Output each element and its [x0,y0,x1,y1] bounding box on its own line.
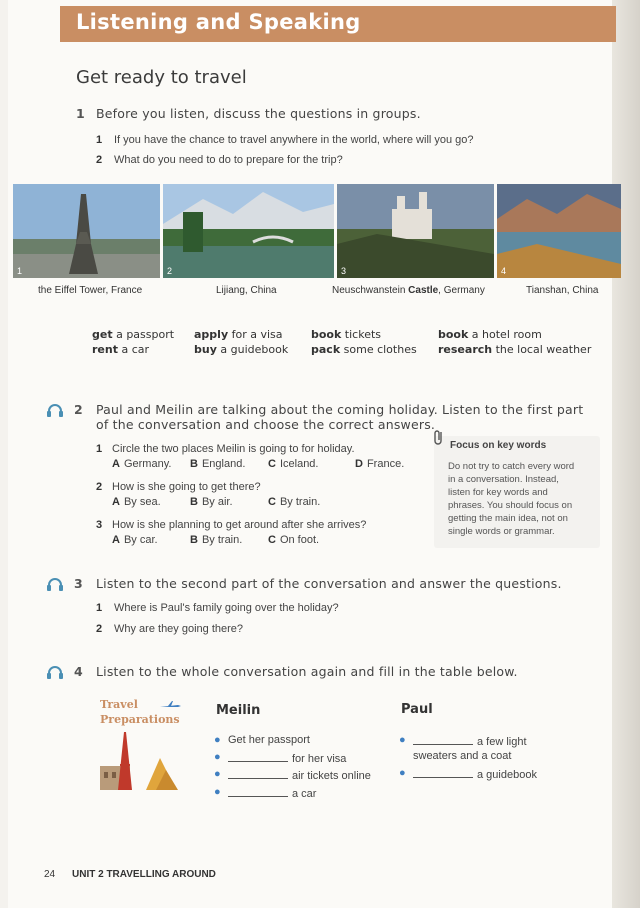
phrase-4-rest: a guidebook [216,343,289,356]
question-3-number: 3 [74,576,83,591]
neuschwanstein-castle-image [337,184,494,278]
option-text: By sea. [123,496,161,508]
caption-lijiang: Lijiang, China [216,285,277,296]
q2-3-option-b[interactable] [190,534,242,546]
question-3-text: Listen to the second part of the conversation and answer the questions. [96,576,562,591]
phrase-apply-visa [194,328,283,341]
focus-line-5: getting the main idea, not on [448,513,568,524]
tianshan-image [497,184,621,278]
phrase-8-rest: the local weather [492,343,592,356]
q3-item-2-text: Why are they going there? [114,623,244,635]
paul-column-heading: Paul [401,702,433,717]
phrase-2-rest: a car [117,343,150,356]
question-2-number: 2 [74,402,83,417]
caption-3-bold: Castle [408,285,439,296]
bullet-icon: ● [214,751,221,763]
q2-2-option-c[interactable] [268,496,320,508]
option-letter: C [268,534,276,546]
photo-4-number: 4 [501,266,507,276]
headphones-icon [46,664,64,680]
page-number: 24 [44,869,56,880]
phrase-rent-car [92,343,149,356]
phrase-6-rest: some clothes [340,343,417,356]
question-4-text: Listen to the whole conversation again and fill in the table below. [96,664,518,679]
focus-title: Focus on key words [450,440,547,451]
photo-lijiang [163,184,334,278]
phrase-3-rest: for a visa [228,328,283,341]
q2-item-1-number: 1 [96,443,103,455]
option-letter: B [190,458,198,470]
q2-item-3-number: 3 [96,519,103,531]
bullet-icon: ● [399,767,406,779]
option-text: Iceland. [279,458,319,470]
travel-label: Travel [100,698,138,711]
phrase-5-bold: book [311,328,342,341]
section-header-title: Listening and Speaking [76,10,361,34]
phrase-get-passport [92,328,174,341]
option-letter: D [355,458,363,470]
meilin-item-3-text: air tickets online [292,770,371,782]
phrase-4-bold: buy [194,343,217,356]
subsection-title: Get ready to travel [76,67,247,88]
paul-item-1-cont: sweaters and a coat [413,750,512,762]
focus-line-4: phrases. You should focus on [448,500,573,511]
q2-1-option-a[interactable] [112,458,171,470]
focus-line-3: listen for key words and [448,487,548,498]
headphones-icon [46,402,64,418]
option-text: By train. [201,534,243,546]
q2-3-option-a[interactable] [112,534,158,546]
photo-tianshan [497,184,621,278]
caption-eiffel-tower: the Eiffel Tower, France [38,285,143,296]
phrase-book-hotel [438,328,542,341]
option-text: By car. [123,534,158,546]
q1-item-1-text: If you have the chance to travel anywhere in the world, where will you go? [114,134,474,146]
photo-2-number: 2 [167,266,173,276]
answer-blank[interactable] [413,767,473,778]
paul-item-2-text: a guidebook [477,769,537,781]
option-letter: A [112,534,120,546]
question-1-number: 1 [76,106,85,121]
phrase-7-bold: book [438,328,469,341]
phrase-5-rest: tickets [341,328,382,341]
q2-2-option-b[interactable] [190,496,233,508]
paperclip-icon [432,428,446,446]
question-2-line-2: of the conversation and choose the correct answers. [96,417,436,432]
option-letter: A [112,458,120,470]
travel-landmarks-icon [98,728,182,792]
q1-item-1-number: 1 [96,134,103,146]
bullet-icon: ● [214,786,221,798]
caption-tianshan: Tianshan, China [526,285,599,296]
meilin-item-4-text: a car [292,788,317,800]
paul-item-2 [413,767,537,781]
option-text: France. [366,458,405,470]
option-letter: C [268,496,276,508]
photo-eiffel-tower [13,184,160,278]
bullet-icon: ● [214,734,221,746]
q2-item-1-text: Circle the two places Meilin is going to for holiday. [112,443,355,455]
q2-1-option-d[interactable] [355,458,404,470]
lijiang-image [163,184,334,278]
phrase-book-tickets [311,328,381,341]
q3-item-1-number: 1 [96,602,103,614]
meilin-column-heading: Meilin [216,703,261,718]
answer-blank[interactable] [228,751,288,762]
caption-3-post: , Germany [438,285,485,296]
question-1-text: Before you listen, discuss the questions in groups. [96,106,421,121]
photo-1-number: 1 [17,266,23,276]
photo-neuschwanstein [337,184,494,278]
q2-1-option-c[interactable] [268,458,318,470]
caption-neuschwanstein [332,285,485,296]
option-letter: A [112,496,120,508]
phrase-research-weather [438,343,591,356]
meilin-item-3 [228,768,371,782]
caption-3-pre: Neuschwanstein [332,285,409,296]
q1-item-2-number: 2 [96,154,103,166]
page-spine-shadow [612,0,640,908]
option-text: On foot. [279,534,320,546]
meilin-item-1: Get her passport [228,734,310,746]
q2-item-2-number: 2 [96,481,103,493]
meilin-item-2 [228,751,346,765]
phrase-8-bold: research [438,343,493,356]
paul-item-1 [413,734,527,748]
bullet-icon: ● [214,768,221,780]
answer-blank[interactable] [228,768,288,779]
focus-line-1: Do not try to catch every word [448,461,575,472]
phrase-1-rest: a passport [112,328,175,341]
option-text: England. [201,458,246,470]
q2-item-3-text: How is she planning to get around after she arrives? [112,519,367,531]
q3-item-1-text: Where is Paul's family going over the holiday? [114,602,339,614]
question-4-number: 4 [74,664,83,679]
q2-2-option-a[interactable] [112,496,161,508]
phrase-7-rest: a hotel room [468,328,542,341]
unit-title: UNIT 2 TRAVELLING AROUND [72,869,216,880]
phrase-3-bold: apply [194,328,229,341]
phrase-2-bold: rent [92,343,118,356]
phrase-1-bold: get [92,328,113,341]
option-letter: B [190,496,198,508]
answer-blank[interactable] [228,786,288,797]
answer-blank[interactable] [413,734,473,745]
meilin-item-4 [228,786,316,800]
eiffel-tower-image [13,184,160,278]
focus-line-6: single words or grammar. [448,526,555,537]
q1-item-2-text: What do you need to do to prepare for the trip? [114,154,343,166]
option-letter: C [268,458,276,470]
option-text: Germany. [123,458,172,470]
q3-item-2-number: 2 [96,623,103,635]
phrase-buy-guidebook [194,343,288,356]
question-2-line-1: Paul and Meilin are talking about the coming holiday. Listen to the first part [96,402,584,417]
headphones-icon [46,576,64,592]
photo-3-number: 3 [341,266,347,276]
preparations-label: Preparations [100,713,180,726]
q2-item-2-text: How is she going to get there? [112,481,261,493]
airplane-icon [158,700,182,712]
q2-3-option-c[interactable] [268,534,319,546]
meilin-item-2-text: for her visa [292,753,347,765]
option-text: By air. [201,496,233,508]
option-letter: B [190,534,198,546]
focus-line-2: in a conversation. Instead, [448,474,559,485]
phrase-pack-clothes [311,343,417,356]
bullet-icon: ● [399,734,406,746]
q2-1-option-b[interactable] [190,458,245,470]
paul-item-1-text: a few light [477,736,527,748]
option-text: By train. [279,496,321,508]
phrase-6-bold: pack [311,343,341,356]
